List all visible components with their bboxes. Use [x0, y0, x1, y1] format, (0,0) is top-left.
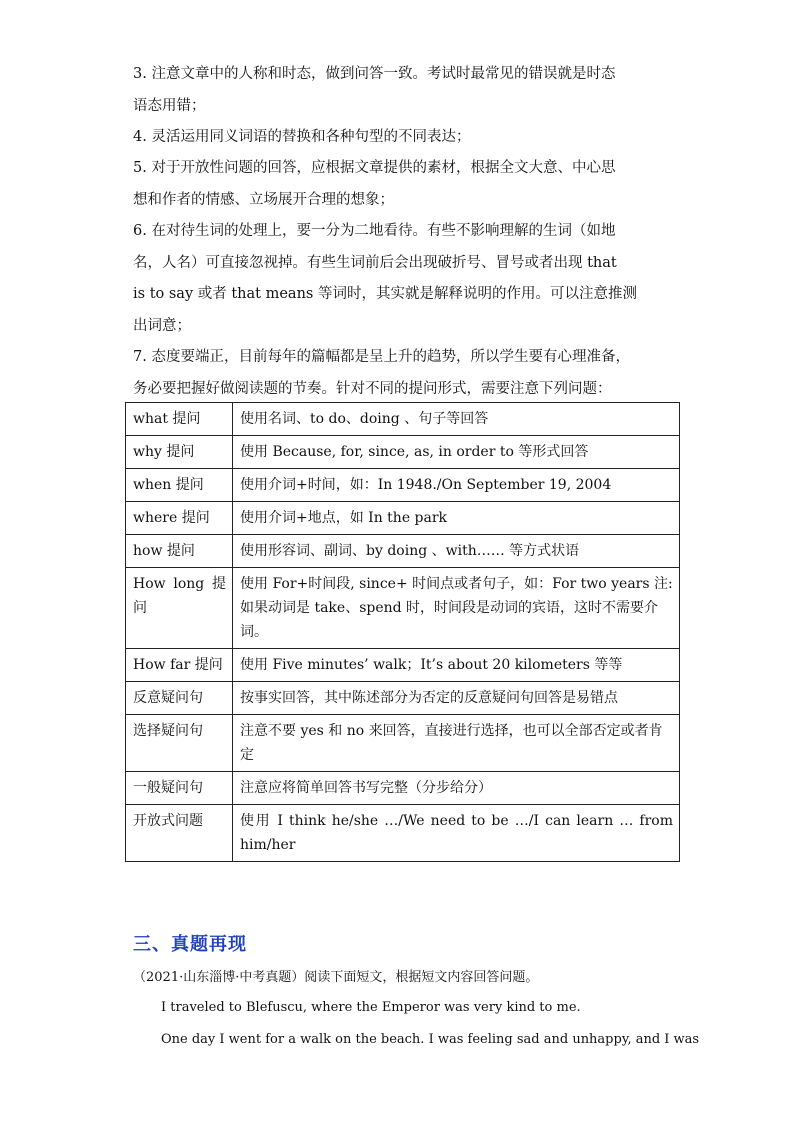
tip-line: 想和作者的情感、立场展开合理的想象； [133, 191, 394, 208]
answer-method-cell: 使用名词、to do、doing 、句子等回答 [233, 403, 680, 436]
question-type-cell: 开放式问题 [126, 805, 233, 862]
tip-5 [133, 153, 673, 216]
tip-line: 务必要把握好做阅读题的节奏。针对不同的提问形式，需要注意下列问题： [133, 380, 612, 397]
question-type-cell: How long 提问 [126, 568, 233, 649]
answer-method-cell: 使用介词+地点，如 In the park [233, 502, 680, 535]
question-type-cell: where 提问 [126, 502, 233, 535]
table-row [126, 568, 680, 649]
tip-7 [133, 342, 673, 405]
question-type-cell: how 提问 [126, 535, 233, 568]
table-row [126, 535, 680, 568]
question-source: （2021·山东淄博·中考真题）阅读下面短文，根据短文内容回答问题。 [133, 970, 539, 985]
table-row [126, 502, 680, 535]
tip-line: 5. 对于开放性问题的回答，应根据文章提供的素材，根据全文大意、中心思 [133, 160, 616, 176]
answer-method-cell: 使用 Because, for, since, as, in order to 等形式回答 [233, 436, 680, 469]
answer-method-cell: 按事实回答，其中陈述部分为否定的反意疑问句回答是易错点 [233, 682, 680, 715]
table-row [126, 403, 680, 436]
table-row [126, 805, 680, 862]
question-type-cell: 选择疑问句 [126, 715, 233, 772]
answer-method-cell: 使用 Five minutes’ walk；It’s about 20 kilometers 等等 [233, 649, 680, 682]
tip-line: 名，人名）可直接忽视掉。有些生词前后会出现破折号、冒号或者出现 that [133, 254, 617, 271]
tip-6 [133, 216, 673, 342]
tip-line: 7. 态度要端正，目前每年的篇幅都是呈上升的趋势，所以学生要有心理准备， [133, 349, 630, 365]
table-row [126, 649, 680, 682]
table-row [126, 682, 680, 715]
answer-method-cell: 使用 For+时间段, since+ 时间点或者句子，如：For two years 注: 如果动词是 take、spend 时，时间段是动词的宾语，这时不需要介词。 [233, 568, 680, 649]
answer-method-cell: 注意应将简单回答书写完整（分步给分） [233, 772, 680, 805]
tip-line: is to say 或者 that means 等词时，其实就是解释说明的作用。可以注意推测 [133, 286, 637, 302]
section-heading: 三、真题再现 [133, 934, 247, 955]
tip-line: 出词意； [133, 317, 191, 334]
answer-method-cell: 使用形容词、副词、by doing 、with…… 等方式状语 [233, 535, 680, 568]
question-type-cell: why 提问 [126, 436, 233, 469]
tip-4 [133, 122, 673, 154]
question-type-cell: How far 提问 [126, 649, 233, 682]
question-type-cell: when 提问 [126, 469, 233, 502]
passage-line: One day I went for a walk on the beach. I was feeling sad and unhappy, and I was [161, 1032, 700, 1047]
tip-line: 6. 在对待生词的处理上，要一分为二地看待。有些不影响理解的生词（如地 [133, 223, 616, 239]
table-row [126, 469, 680, 502]
tip-line: 语态用错； [133, 97, 206, 114]
question-answer-table [125, 402, 680, 862]
question-type-cell: 反意疑问句 [126, 682, 233, 715]
answer-method-cell: 使用介词+时间，如：In 1948./On September 19, 2004 [233, 469, 680, 502]
question-type-cell: what 提问 [126, 403, 233, 436]
answer-method-cell: 注意不要 yes 和 no 来回答，直接进行选择，也可以全部否定或者肯定 [233, 715, 680, 772]
question-type-cell: 一般疑问句 [126, 772, 233, 805]
tip-line: 3. 注意文章中的人称和时态，做到问答一致。考试时最常见的错误就是时态 [133, 66, 616, 82]
tip-line: 4. 灵活运用同义词语的替换和各种句型的不同表达； [133, 129, 471, 145]
answer-method-cell: 使用 I think he/she …/We need to be …/I can learn … from him/her [233, 805, 680, 862]
table-row [126, 715, 680, 772]
passage-line: I traveled to Blefuscu, where the Emperor was very kind to me. [161, 1000, 581, 1015]
table-row [126, 772, 680, 805]
table-row [126, 436, 680, 469]
tip-3 [133, 59, 673, 122]
